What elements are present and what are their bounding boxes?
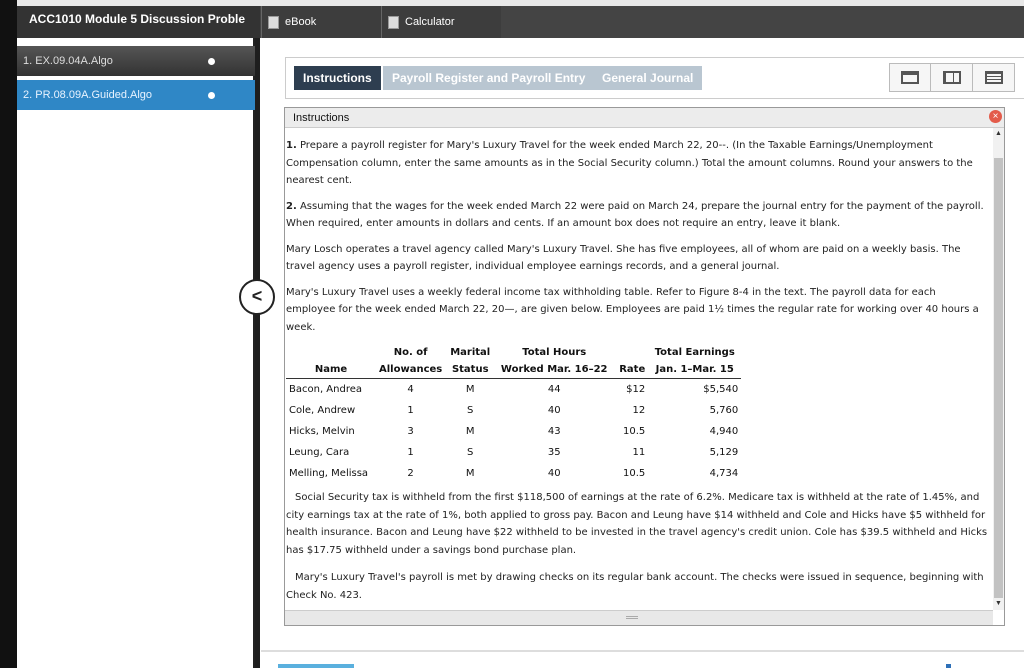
cell-earnings: 5,129 bbox=[709, 447, 739, 458]
window-icon bbox=[901, 71, 919, 84]
cell-allowances: 3 bbox=[407, 426, 414, 437]
calculator-label: Calculator bbox=[405, 16, 455, 28]
column-header-allowances: Allowances bbox=[376, 361, 445, 379]
cell-rate: 12 bbox=[632, 405, 646, 416]
cell-allowances: 1 bbox=[407, 447, 414, 458]
column-header-hours: Worked Mar. 16–22 bbox=[495, 361, 613, 379]
column-header: Total Earnings bbox=[654, 347, 735, 358]
scroll-down-icon[interactable]: ▼ bbox=[995, 600, 1002, 607]
column-header: Total Hours bbox=[522, 347, 587, 358]
cell-hours: 35 bbox=[547, 447, 561, 458]
cell-allowances: 4 bbox=[407, 384, 414, 395]
cell-rate: 10.5 bbox=[622, 426, 646, 437]
cell-status: M bbox=[465, 384, 475, 395]
table-row bbox=[286, 379, 741, 401]
window-edge bbox=[0, 0, 17, 668]
scroll-up-icon[interactable]: ▲ bbox=[995, 130, 1002, 137]
paragraph-checks: Mary's Luxury Travel's payroll is met by drawing checks on its regular bank account. The checks were issued in sequence, beginning with Check No. 423. bbox=[286, 572, 984, 601]
column-header-status: Status bbox=[445, 361, 495, 379]
cell-status: M bbox=[465, 426, 475, 437]
sidebar bbox=[17, 38, 258, 668]
cell-earnings: $5,540 bbox=[703, 384, 739, 395]
cell-hours: 43 bbox=[547, 426, 561, 437]
status-dot-icon bbox=[208, 58, 215, 65]
cell-earnings: 5,760 bbox=[709, 405, 739, 416]
column-header bbox=[613, 344, 648, 361]
instructions-text-lower bbox=[286, 489, 988, 612]
paragraph-intro: Mary Losch operates a travel agency called Mary's Luxury Travel. She has five employees, all of whom are paid on a weekly basis. The travel agency uses a payroll register, individual employee earnings records, and a general journal. bbox=[286, 243, 961, 272]
cell-rate: 11 bbox=[632, 447, 646, 458]
cell-name: Melling, Melissa bbox=[289, 468, 369, 479]
scrollbar-thumb[interactable] bbox=[994, 158, 1003, 598]
panel-title: Instructions bbox=[285, 108, 1004, 128]
list-icon bbox=[985, 71, 1003, 84]
cell-allowances: 2 bbox=[407, 468, 414, 479]
sidebar-item-ex-09-04a[interactable] bbox=[17, 46, 255, 76]
table-row bbox=[286, 400, 741, 421]
column-header: No. of bbox=[393, 347, 428, 358]
instruction-step-1 bbox=[286, 137, 988, 190]
grid-icon bbox=[943, 71, 961, 84]
cell-rate: 10.5 bbox=[622, 468, 646, 479]
table-header-row bbox=[286, 344, 741, 361]
paragraph-taxes: Social Security tax is withheld from the first $118,500 of earnings at the rate of 6.2%. Medicare tax is withheld at the rate of 1.45%, and city earnings tax at the rate of 1%, both applied to gross pay. Bacon and Leung have $14 withheld and Cole and Hicks have $5 withheld for health insurance. Bacon and Leung have $22 withheld to be invested in the travel agency's credit union. Cole has $39.5 withheld and Hicks has $17.75 withheld under a savings bond purchase plan. bbox=[286, 492, 988, 556]
cell-hours: 44 bbox=[547, 384, 561, 395]
cell-status: M bbox=[465, 468, 475, 479]
cell-hours: 40 bbox=[547, 405, 561, 416]
cell-status: S bbox=[467, 405, 474, 416]
column-header: Marital bbox=[450, 347, 491, 358]
table-row bbox=[286, 442, 741, 463]
book-icon bbox=[268, 16, 279, 29]
column-header bbox=[286, 344, 376, 361]
instructions-text bbox=[286, 137, 988, 344]
cell-name: Hicks, Melvin bbox=[289, 426, 355, 437]
footer-link-edge[interactable] bbox=[946, 664, 951, 668]
table-header-row bbox=[286, 361, 741, 379]
cell-name: Cole, Andrew bbox=[289, 405, 356, 416]
sidebar-item-pr-08-09a[interactable] bbox=[17, 80, 255, 110]
cell-rate: $12 bbox=[626, 384, 646, 395]
cell-allowances: 1 bbox=[407, 405, 414, 416]
step-number: 2. bbox=[286, 200, 297, 212]
ebook-label: eBook bbox=[285, 16, 317, 28]
status-dot-icon bbox=[208, 92, 215, 99]
column-header-name: Name bbox=[286, 361, 376, 379]
table-row bbox=[286, 421, 741, 442]
footer-divider bbox=[261, 650, 1024, 652]
paragraph-withholding: Mary's Luxury Travel uses a weekly federal income tax withholding table. Refer to Figure 8-4 in the text. The payroll data for each employee for the week ended March 22, 20—, are given below. Employees are paid 1½ times the regular rate for working over 40 hours a week. bbox=[286, 286, 979, 333]
column-header-earnings: Jan. 1–Mar. 15 bbox=[648, 361, 741, 379]
step-number: 1. bbox=[286, 140, 297, 151]
ebook-button[interactable] bbox=[261, 6, 381, 38]
cell-hours: 40 bbox=[547, 468, 561, 479]
step-text: Assuming that the wages for the week ended March 22 were paid on March 24, prepare the journal entry for the payment of the payroll. When required, enter amounts in dollars and cents. If an amount box does not require an entry, leave it blank. bbox=[286, 200, 984, 229]
close-icon[interactable]: × bbox=[989, 110, 1002, 123]
calculator-icon bbox=[388, 16, 399, 29]
resize-grip-icon[interactable] bbox=[626, 616, 638, 619]
sidebar-item-label: 2. PR.08.09A.Guided.Algo bbox=[23, 89, 153, 101]
view-split-button[interactable] bbox=[889, 63, 931, 92]
cell-name: Bacon, Andrea bbox=[289, 384, 362, 395]
chevron-left-icon: < bbox=[251, 286, 263, 306]
calculator-button[interactable] bbox=[381, 6, 501, 38]
tab-payroll-register[interactable]: Payroll Register and Payroll Entry bbox=[383, 66, 594, 90]
step-text: Prepare a payroll register for Mary's Luxury Travel for the week ended March 22, 20--. (In the Taxable Earnings/Unemployment Compensation column, enter the same amounts as in the Social Security column.) Total the amount columns. Round your answers to the nearest cent. bbox=[286, 140, 973, 186]
assignment-title: ACC1010 Module 5 Discussion Proble bbox=[17, 6, 260, 38]
table-row bbox=[286, 463, 741, 484]
view-grid-button[interactable] bbox=[931, 63, 973, 92]
column-header-rate: Rate bbox=[613, 361, 648, 379]
tab-instructions[interactable]: Instructions bbox=[294, 66, 381, 90]
payroll-data-table bbox=[286, 344, 741, 484]
instruction-step-2 bbox=[286, 198, 988, 233]
panel-resize-bar[interactable] bbox=[285, 610, 993, 625]
sidebar-item-label: 1. EX.09.04A.Algo bbox=[23, 55, 113, 67]
cell-status: S bbox=[467, 447, 474, 458]
footer-button-edge[interactable] bbox=[278, 664, 354, 668]
cell-earnings: 4,734 bbox=[709, 468, 739, 479]
view-list-button[interactable] bbox=[973, 63, 1015, 92]
tab-general-journal[interactable]: General Journal bbox=[593, 66, 702, 90]
collapse-sidebar-button[interactable] bbox=[239, 279, 275, 315]
sidebar-divider bbox=[255, 38, 260, 668]
cell-name: Leung, Cara bbox=[289, 447, 350, 458]
cell-earnings: 4,940 bbox=[709, 426, 739, 437]
